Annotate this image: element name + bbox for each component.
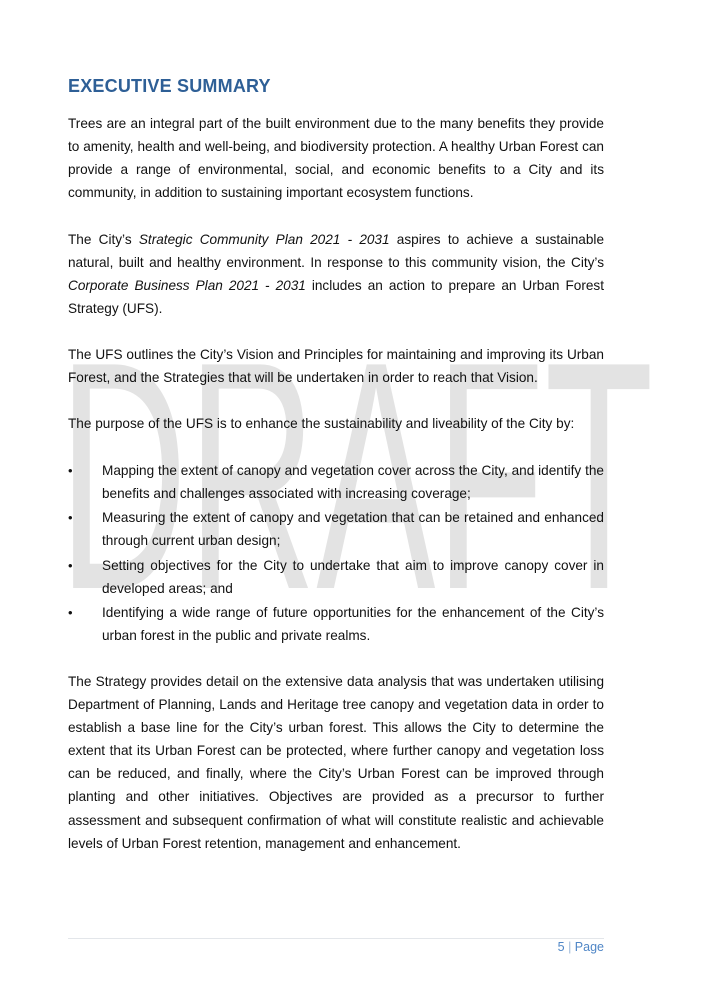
page-number-separator: |	[568, 940, 572, 954]
plan-paragraph-text-1: The City’s	[68, 232, 139, 247]
list-item-text: Identifying a wide range of future opportunities for the enhancement of the City’s urban forest in the public and private realms.	[102, 605, 604, 644]
plan-paragraph	[68, 228, 604, 320]
plan-paragraph-text-3: includes an action to prepare an Urban Forest Strategy (UFS).	[68, 278, 604, 317]
page-number	[558, 940, 604, 954]
vision-paragraph: The UFS outlines the City’s Vision and Principles for maintaining and improving its Urban Forest, and the Strategies that will be undertaken in order to reach that Vision.	[68, 347, 604, 386]
strategy-paragraph: The Strategy provides detail on the extensive data analysis that was undertaken utilising Department of Planning, Lands and Heritage tree canopy and vegetation data in order to establish a base line for the City’s urban forest. This allows the City to determine the extent that its Urban Forest can be protected, where further canopy and vegetation loss can be reduced, and finally, where the City’s Urban Forest can be improved through planting and other initiatives. Objectives are provided as a precursor to further assessment and subsequent confirmation of what will constitute realistic and achievable levels of Urban Forest retention, management and enhancement.	[68, 674, 604, 851]
intro-paragraph: Trees are an integral part of the built environment due to the many benefits they provide to amenity, health and well-being, and biodiversity protection. A healthy Urban Forest can provide a range of environmental, social, and economic benefits to a City and its community, in addition to sustaining important ecosystem functions.	[68, 116, 604, 201]
draft-watermark-text: DRAFT	[58, 300, 654, 600]
footer-divider	[68, 938, 604, 939]
list-item	[68, 506, 604, 552]
bullet-icon: •	[68, 463, 73, 478]
corporate-business-plan-title: Corporate Business Plan 2021 - 2031	[68, 278, 306, 294]
list-item-text: Mapping the extent of canopy and vegetation cover across the City, and identify the benefits and challenges associated with increasing coverage;	[102, 463, 604, 502]
purpose-paragraph: The purpose of the UFS is to enhance the sustainability and liveability of the City by:	[68, 416, 575, 431]
section-heading: EXECUTIVE SUMMARY	[68, 76, 271, 96]
plan-paragraph-text-2: aspires to achieve a sustainable natural, built and healthy environment. In response to this community vision, the City’s	[68, 232, 605, 271]
list-item-text: Setting objectives for the City to undertake that aim to improve canopy cover in developed areas; and	[102, 557, 604, 596]
list-item-text: Measuring the extent of canopy and vegetation that can be retained and enhanced through current urban design;	[102, 510, 604, 549]
list-item	[68, 459, 604, 505]
bullet-icon: •	[68, 605, 73, 621]
page-number-value: 5	[557, 940, 565, 954]
page-label: Page	[574, 940, 604, 954]
bullet-icon: •	[68, 557, 73, 573]
purpose-list	[68, 459, 604, 649]
list-item	[68, 601, 604, 647]
strategic-community-plan-title: Strategic Community Plan 2021 - 2031	[138, 232, 390, 247]
list-item	[68, 554, 604, 600]
bullet-icon: •	[68, 510, 73, 526]
